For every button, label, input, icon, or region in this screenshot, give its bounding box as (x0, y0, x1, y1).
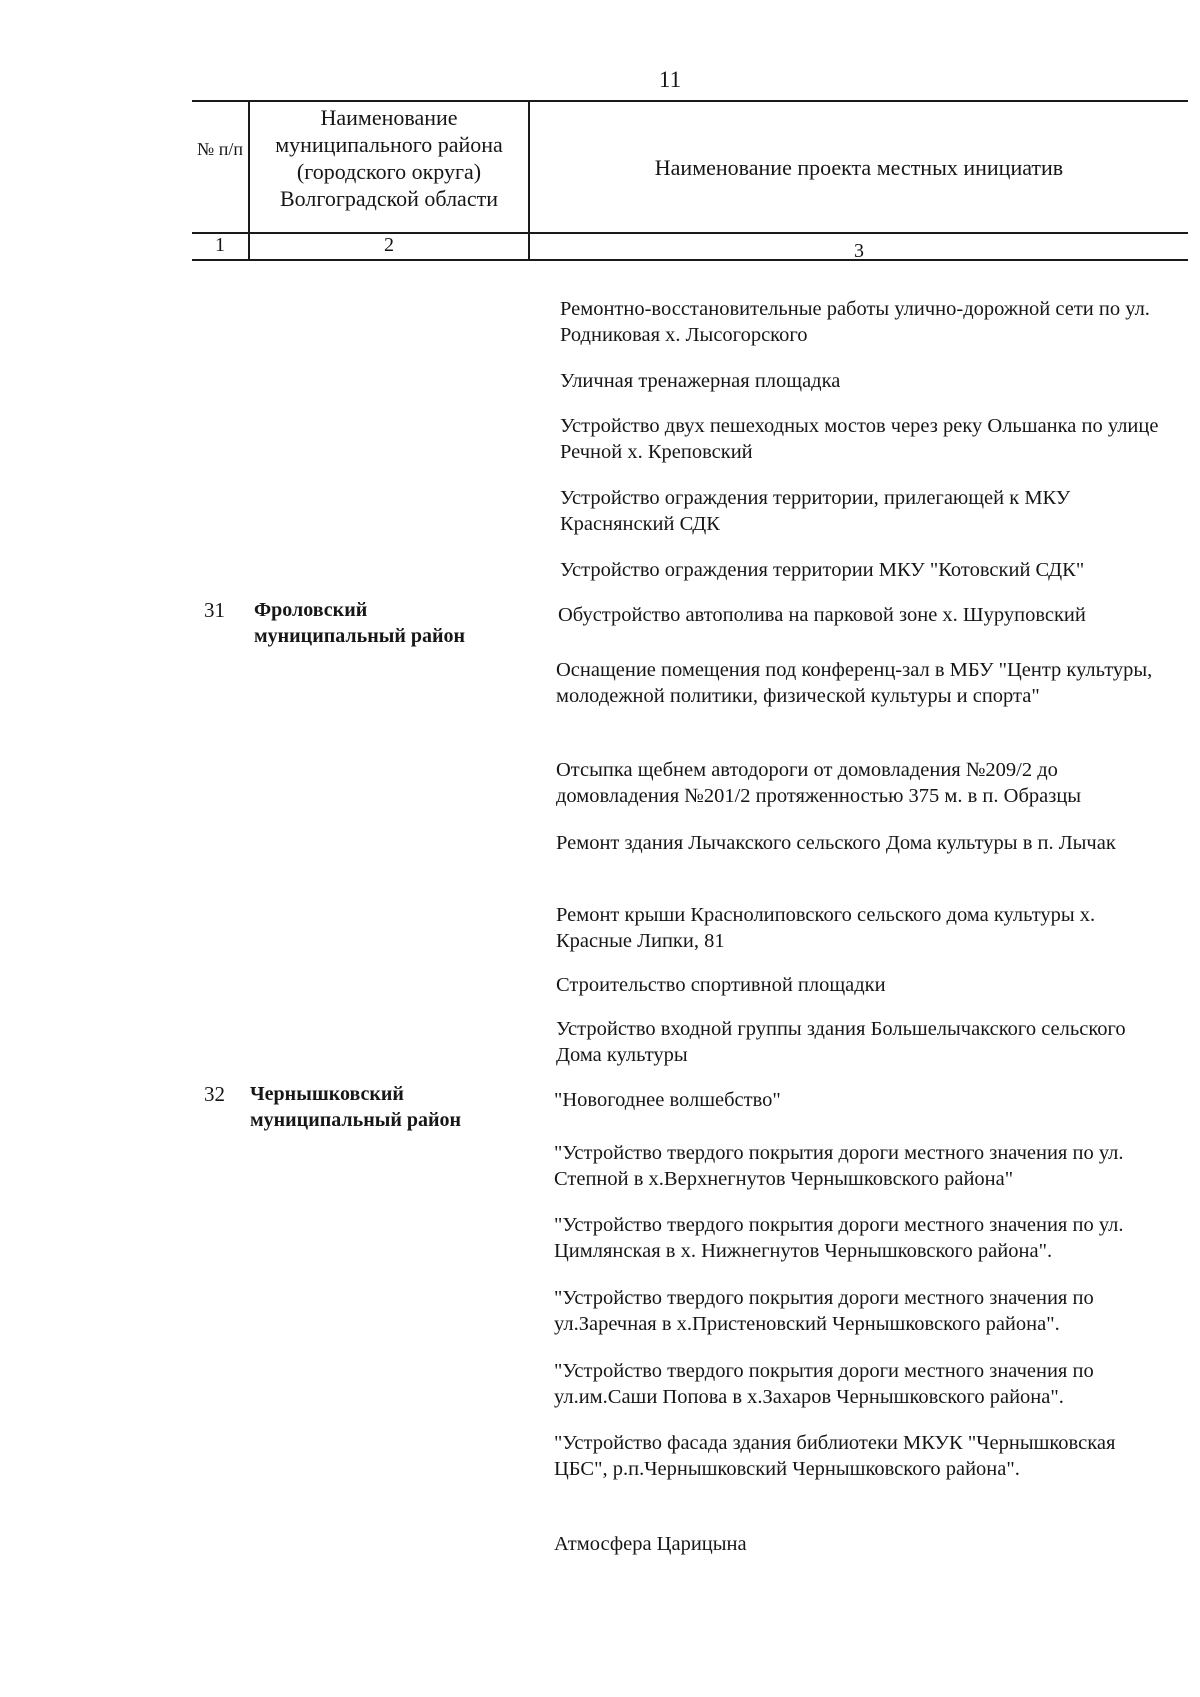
project-item: Ремонтно-восстановительные работы улично-дорожной сети по ул. Родниковая х. Лысогорского (560, 298, 1150, 346)
project-item: Устройство двух пешеходных мостов через реку Ольшанка по улице Речной х. Креповский (560, 415, 1159, 463)
project-item: Устройство ограждения территории, прилегающей к МКУ Краснянский СДК (560, 487, 1071, 535)
project-item: "Устройство твердого покрытия дороги местного значения по ул. Степной в х.Верхнегнутов Чернышковского района" (554, 1142, 1124, 1190)
district-number: 31 (204, 598, 225, 622)
header-district-column: Наименование муниципального района (городского округа) Волгоградской области (275, 105, 503, 211)
project-item: "Устройство твердого покрытия дороги местного значения по ул. Цимлянская в х. Нижнегнутов Чернышковского района". (554, 1214, 1124, 1262)
column-number-3: 3 (854, 240, 864, 262)
project-item: Ремонт здания Лычакского сельского Дома культуры в п. Лычак (556, 832, 1116, 854)
project-item: Ремонт крыши Краснолиповского сельского дома культуры х. Красные Липки, 81 (556, 904, 1096, 952)
district-name: Чернышковский муниципальный район (250, 1083, 462, 1131)
project-item: Оснащение помещения под конференц-зал в МБУ "Центр культуры, молодежной политики, физической культуры и спорта" (556, 659, 1153, 707)
project-item: Отсыпка щебнем автодороги от домовладения №209/2 до домовладения №201/2 протяженностью 375 м. в п. Образцы (556, 759, 1082, 807)
column-number-1: 1 (215, 234, 225, 256)
project-item: "Новогоднее волшебство" (554, 1089, 781, 1111)
district-number: 32 (204, 1082, 225, 1106)
project-item: Обустройство автополива на парковой зоне х. Шуруповский (558, 604, 1086, 626)
project-item: Атмосфера Царицына (554, 1533, 747, 1555)
project-item: Уличная тренажерная площадка (560, 370, 841, 392)
table-top-border (192, 100, 1188, 102)
project-item: "Устройство твердого покрытия дороги местного значения по ул.им.Саши Попова в х.Захаров Чернышковского района". (554, 1360, 1094, 1408)
header-project-column: Наименование проекта местных инициатив (654, 155, 1064, 180)
project-item: "Устройство твердого покрытия дороги местного значения по ул.Заречная в х.Пристеновский Чернышковского района". (554, 1287, 1094, 1335)
column-number-2: 2 (384, 234, 394, 256)
page-number: 11 (658, 67, 682, 92)
project-item: Устройство входной группы здания Большелычакского сельского Дома культуры (556, 1018, 1126, 1066)
project-item: Строительство спортивной площадки (556, 974, 886, 996)
district-name: Фроловский муниципальный район (254, 599, 466, 647)
project-item: Устройство ограждения территории МКУ "Котовский СДК" (560, 559, 1085, 581)
project-item: "Устройство фасада здания библиотеки МКУК "Чернышковская ЦБС", р.п.Чернышковский Чернышковского района". (554, 1432, 1116, 1480)
header-number-column: № п/п (197, 139, 243, 159)
